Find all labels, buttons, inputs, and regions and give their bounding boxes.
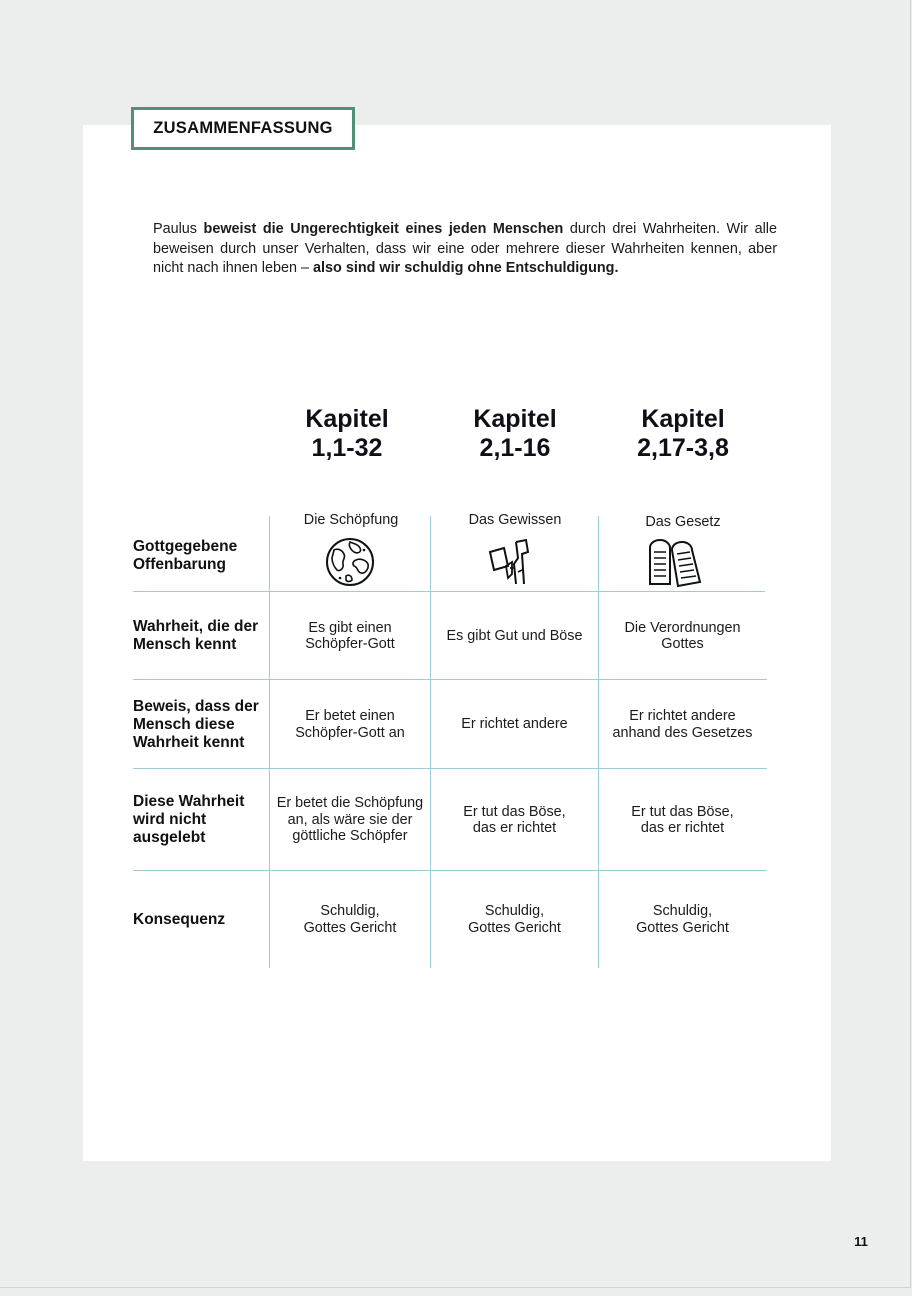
cell-truth-2 [431, 592, 598, 680]
cell-line: das er richtet [472, 820, 557, 836]
cell-proof-2 [431, 680, 598, 769]
cell-line: Gottes [661, 636, 704, 652]
cell-notlived-3 [599, 769, 766, 871]
column-header-1 [272, 405, 422, 463]
column-header-line: Kapitel [473, 405, 557, 433]
column-header-ref: 2,17-3,8 [637, 434, 729, 462]
cell-line: Er tut das Böse, [463, 803, 566, 820]
revelation-label-creation: Die Schöpfung [303, 512, 399, 528]
cell-line: Gottes Gericht [636, 919, 729, 936]
row-label-revelation [133, 520, 265, 592]
cell-consequence-3 [599, 871, 766, 968]
intro-part-bold: also sind wir schuldig ohne Entschuldigung. [313, 260, 619, 276]
revelation-label-law: Das Gesetz [645, 514, 721, 530]
cell-proof-1 [270, 680, 430, 769]
cell-line: Er betet die Schöpfung [276, 795, 424, 812]
row-label-line: Mensch diese [133, 715, 235, 733]
cell-line: Er richtet andere [629, 708, 736, 724]
cell-line: das er richtet [640, 820, 725, 836]
row-label-notlived [133, 769, 265, 871]
cell-consequence-1 [270, 871, 430, 968]
row-label-truth [133, 592, 265, 680]
section-title-badge: ZUSAMMENFASSUNG [131, 107, 355, 150]
cell-line: Schuldig, [484, 903, 545, 919]
column-header-line: Kapitel [305, 405, 389, 433]
cell-notlived-2 [431, 769, 598, 871]
row-label-consequence [133, 871, 265, 968]
cell-line: Er tut das Böse, [631, 803, 734, 820]
cell-line: Schöpfer-Gott [305, 636, 395, 652]
cell-line: Er betet einen [305, 708, 395, 724]
cell-line: anhand des Gesetzes [612, 724, 753, 741]
page-number: 11 [854, 1234, 868, 1249]
tablets-icon [646, 538, 704, 588]
row-label-line: ausgelebt [133, 829, 206, 846]
row-label-line: wird nicht [133, 811, 207, 828]
cell-line: Schöpfer-Gott an [295, 724, 405, 741]
globe-icon [324, 536, 376, 588]
column-header-ref: 1,1-32 [311, 434, 383, 462]
cell-line: Die Verordnungen [624, 619, 741, 636]
row-label-line: Mensch kennt [133, 636, 237, 653]
intro-part: Paulus [153, 221, 204, 237]
column-header-ref: 2,1-16 [479, 434, 551, 462]
row-label-line: Wahrheit kennt [133, 733, 245, 751]
cell-line: Er richtet andere [461, 716, 568, 733]
cell-line: göttliche Schöpfer [292, 828, 408, 845]
column-header-3 [608, 405, 758, 463]
column-header-line: Kapitel [641, 405, 725, 433]
row-label-line: Wahrheit, die der [133, 618, 259, 635]
cell-line: Schuldig, [320, 903, 380, 919]
intro-part-bold: beweist die Ungerechtigkeit eines jeden Menschen [203, 221, 564, 237]
cell-line: Es gibt einen [308, 619, 392, 636]
cell-line: Schuldig, [652, 903, 713, 919]
cell-proof-3 [599, 680, 766, 769]
row-label-line: Gottgegebene [133, 538, 238, 555]
cell-line: an, als wäre sie der [287, 811, 413, 828]
column-header-2 [440, 405, 590, 463]
cell-notlived-1 [270, 769, 430, 871]
row-label-line: Offenbarung [133, 556, 226, 573]
cell-consequence-2 [431, 871, 598, 968]
row-label-line: Beweis, dass der [133, 697, 259, 715]
row-label-line: Diese Wahrheit [133, 793, 245, 810]
intro-paragraph [153, 220, 777, 279]
cell-line: Gottes Gericht [303, 919, 397, 936]
cell-truth-3 [599, 592, 766, 680]
cell-truth-1 [270, 592, 430, 680]
row-label-proof [133, 680, 265, 769]
cell-line: Es gibt Gut und Böse [446, 627, 583, 644]
intro-part: durch drei Wahrheiten. Wir alle beweisen durch unser Verhalten, dass wir eine oder mehrere dieser Wahrheiten kennen, aber nicht nach ihnen leben – [153, 221, 778, 276]
cell-line: Gottes Gericht [468, 919, 561, 936]
conscience-icon [486, 538, 536, 588]
revelation-label-conscience: Das Gewissen [468, 512, 562, 528]
row-label-line: Konsequenz [133, 910, 226, 928]
